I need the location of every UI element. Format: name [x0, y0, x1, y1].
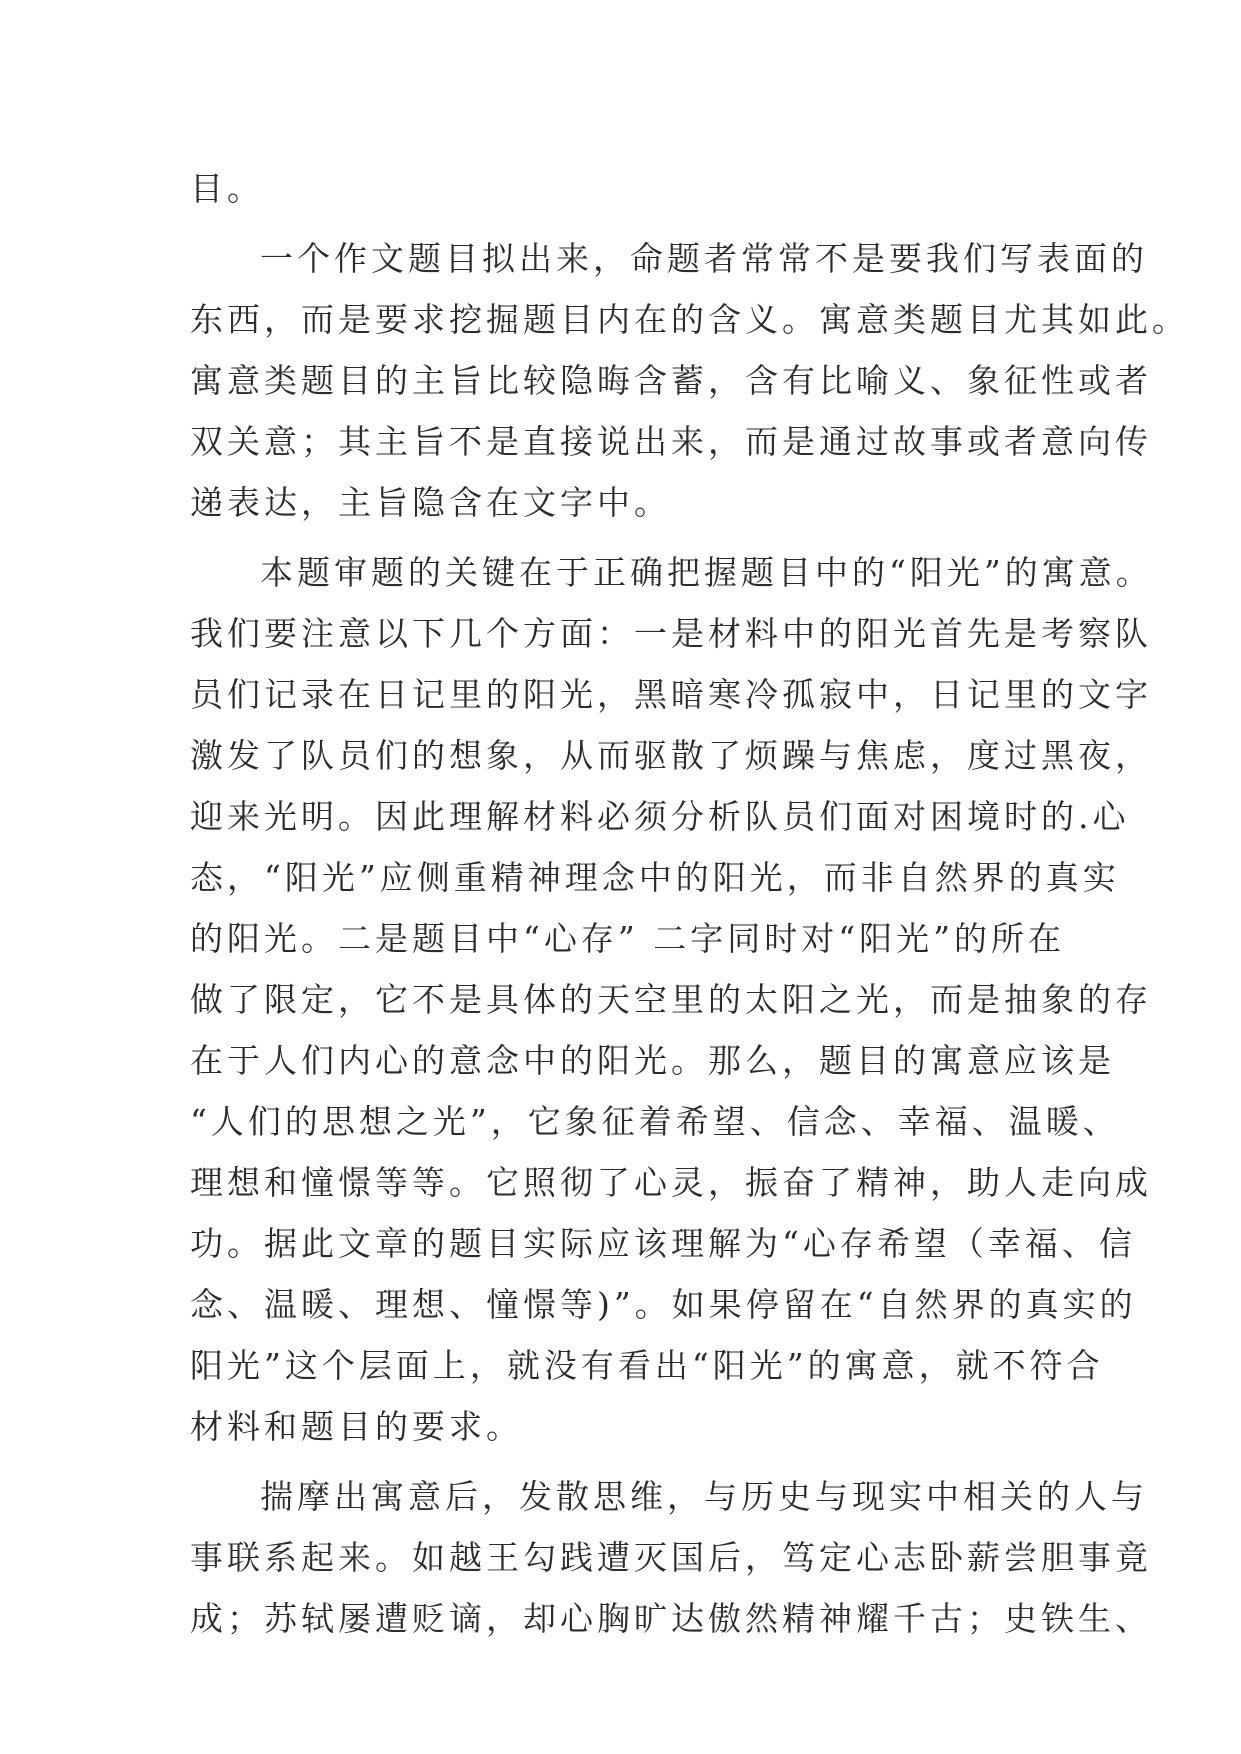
text-line: 在于人们内心的意念中的阳光。那么，题目的寓意应该是 — [190, 1041, 1115, 1080]
text-line: 双关意；其主旨不是直接说出来，而是通过故事或者意向传 — [190, 422, 1152, 461]
text-line: 员们记录在日记里的阳光，黑暗寒冷孤寂中，日记里的文字 — [190, 675, 1152, 714]
text-line: 事联系起来。如越王勾践遭灭国后，笃定心志卧薪尝胆事竟 — [190, 1538, 1152, 1577]
text-line: 做了限定，它不是具体的天空里的太阳之光，而是抽象的存 — [190, 980, 1152, 1019]
text-line: 态，“阳光”应侧重精神理念中的阳光，而非自然界的真实 — [190, 858, 1120, 897]
text-line: 功。据此文章的题目实际应该理解为“心存希望（幸福、信 — [190, 1224, 1136, 1263]
text-line: 寓意类题目的主旨比较隐晦含蓄，含有比喻义、象征性或者 — [190, 361, 1152, 400]
text-line: 本题审题的关键在于正确把握题目中的“阳光”的寓意。 — [260, 553, 1153, 592]
document-body — [190, 158, 1189, 1649]
text-line: 迎来光明。因此理解材料必须分析队员们面对困境时的.心 — [190, 797, 1130, 836]
text-line: 材料和题目的要求。 — [190, 1407, 523, 1446]
text-line: 递表达，主旨隐含在文字中。 — [190, 483, 671, 522]
text-line: “人们的思想之光”，它象征着希望、信念、幸福、温暖、 — [190, 1102, 1120, 1141]
text-line: 成；苏轼屡遭贬谪，却心胸旷达傲然精神耀千古；史铁生、 — [190, 1599, 1152, 1638]
text-line: 我们要注意以下几个方面：一是材料中的阳光首先是考察队 — [190, 614, 1152, 653]
text-line: 阳光”这个层面上，就没有看出“阳光”的寓意，就不符合 — [190, 1346, 1104, 1385]
text-line: 目。 — [190, 169, 264, 208]
text-line: 的阳光。二是题目中“心存” 二字同时对“阳光”的所在 — [190, 919, 1065, 958]
text-line: 东西，而是要求挖掘题目内在的含义。寓意类题目尤其如此。 — [190, 300, 1189, 339]
text-line: 念、温暖、理想、憧憬等)”。如果停留在“自然界的真实的 — [190, 1285, 1137, 1324]
text-line: 揣摩出寓意后，发散思维，与历史与现实中相关的人与 — [260, 1477, 1148, 1516]
text-line: 理想和憧憬等等。它照彻了心灵，振奋了精神，助人走向成 — [190, 1163, 1152, 1202]
text-line: 激发了队员们的想象，从而驱散了烦躁与焦虑，度过黑夜， — [190, 736, 1152, 775]
text-line: 一个作文题目拟出来，命题者常常不是要我们写表面的 — [260, 239, 1148, 278]
